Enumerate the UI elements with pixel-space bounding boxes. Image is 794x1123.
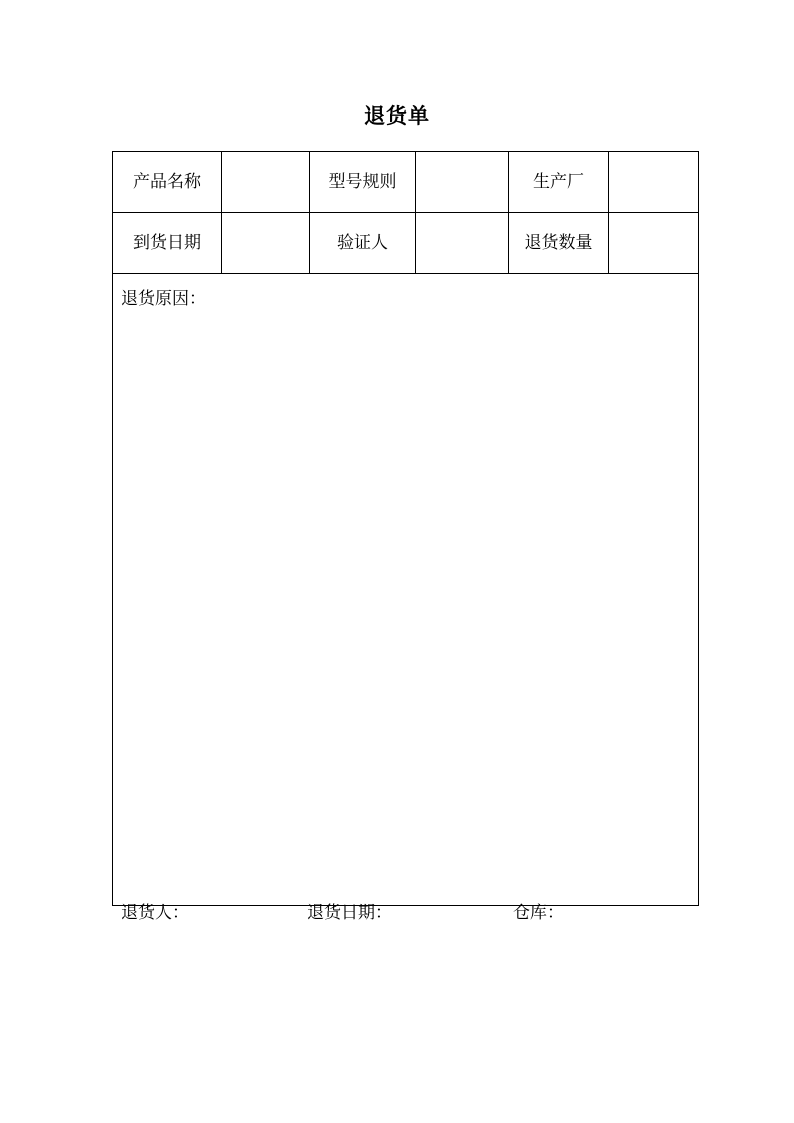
warehouse-label: 仓库： <box>513 903 564 923</box>
verifier-label: 验证人 <box>310 213 416 274</box>
return-date-label: 退货日期： <box>307 903 392 923</box>
arrival-date-field[interactable] <box>222 213 310 274</box>
table-row <box>113 274 699 906</box>
arrival-date-label: 到货日期 <box>113 213 222 274</box>
verifier-field[interactable] <box>416 213 509 274</box>
page-title: 退货单 <box>364 104 430 128</box>
return-reason-field[interactable] <box>113 274 699 906</box>
product-name-label: 产品名称 <box>113 152 222 213</box>
table-row <box>113 152 699 213</box>
manufacturer-label: 生产厂 <box>509 152 609 213</box>
return-form-table <box>112 151 699 906</box>
table-row <box>113 213 699 274</box>
return-quantity-label: 退货数量 <box>509 213 609 274</box>
returner-label: 退货人： <box>121 903 189 923</box>
product-name-field[interactable] <box>222 152 310 213</box>
return-reason-label: 退货原因： <box>121 289 206 309</box>
manufacturer-field[interactable] <box>609 152 699 213</box>
model-spec-label: 型号规则 <box>310 152 416 213</box>
model-spec-field[interactable] <box>416 152 509 213</box>
return-quantity-field[interactable] <box>609 213 699 274</box>
